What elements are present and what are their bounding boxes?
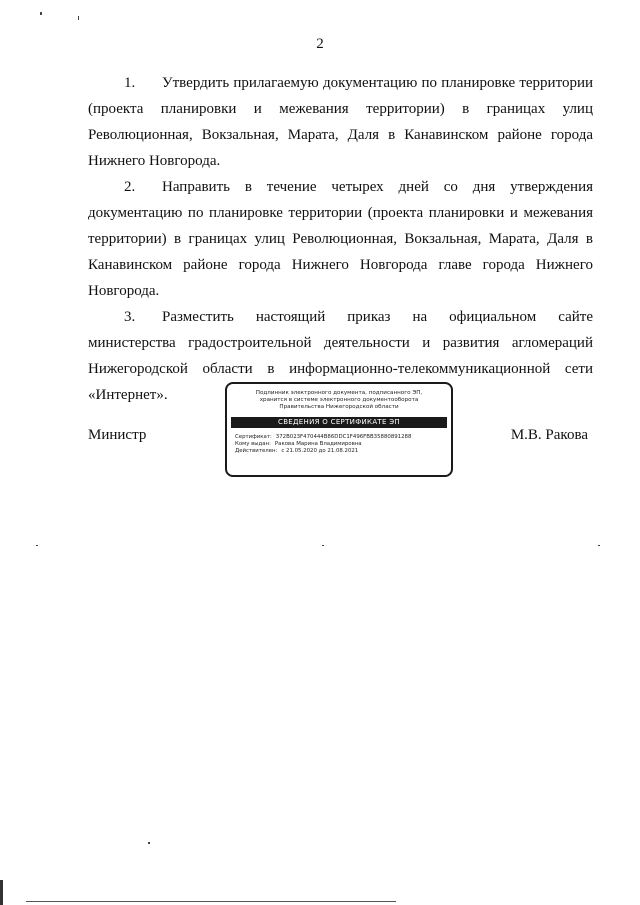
issued-to-row <box>235 441 443 448</box>
validity-value: с 21.05.2020 до 21.08.2021 <box>281 448 359 454</box>
certificate-value: 372B023F470444B86DDC1F496FBB35880891288 <box>275 434 412 440</box>
page-number: 2 <box>316 36 324 52</box>
certificate-row <box>235 434 443 441</box>
stamp-notice-line: хранится в системе электронного документооборота <box>259 397 419 403</box>
document-body <box>88 70 593 408</box>
stamp-notice-line: Правительства Нижегородской области <box>279 404 399 410</box>
paragraph-text: Утвердить прилагаемую документацию по планировке территории (проекта планировки и межевания территории) в границах улиц Революционная, Вокзальная, Марата, Даля в Канавинском районе города Нижнего Новгорода. <box>88 75 593 169</box>
validity-label: Действителен: <box>235 448 278 454</box>
scan-speck <box>40 12 42 15</box>
scan-speck <box>78 16 79 20</box>
scan-speck <box>598 545 600 546</box>
paragraph-number: 3. <box>124 309 136 325</box>
paragraph-2 <box>88 174 593 304</box>
electronic-signature-stamp <box>225 382 453 477</box>
scan-speck <box>322 545 324 546</box>
bottom-scan-line <box>26 901 396 902</box>
certificate-label: Сертификат: <box>235 434 272 440</box>
paragraph-text: Разместить настоящий приказ на официальном сайте министерства градостроительной деятельности и развития агломераций Нижегородской области в информационно-телекоммуникационной сети «Интернет». <box>88 309 593 403</box>
stamp-details <box>235 434 443 455</box>
left-scan-edge <box>0 880 3 905</box>
paragraph-number: 1. <box>124 75 136 91</box>
stamp-notice <box>235 390 443 411</box>
issued-to-value: Ракова Марина Владимировна <box>274 441 362 447</box>
scan-speck <box>148 842 150 844</box>
validity-row <box>235 448 443 455</box>
scan-speck <box>36 545 38 546</box>
paragraph-number: 2. <box>124 179 136 195</box>
issued-to-label: Кому выдан: <box>235 441 271 447</box>
signatory-position: Министр <box>88 427 147 443</box>
signatory-name: М.В. Ракова <box>510 427 588 443</box>
stamp-notice-line: Подлинник электронного документа, подписанного ЭП, <box>255 390 423 396</box>
stamp-banner: СВЕДЕНИЯ О СЕРТИФИКАТЕ ЭП <box>231 417 447 428</box>
paragraph-text: Направить в течение четырех дней со дня утверждения документацию по планировке территории (проекта планировки и межевания территории) в границах улиц Революционная, Вокзальная, Марата, Даля в Канавинском районе города Нижнего Новгорода главе города Нижнего Новгорода. <box>88 179 593 299</box>
paragraph-1 <box>88 70 593 174</box>
